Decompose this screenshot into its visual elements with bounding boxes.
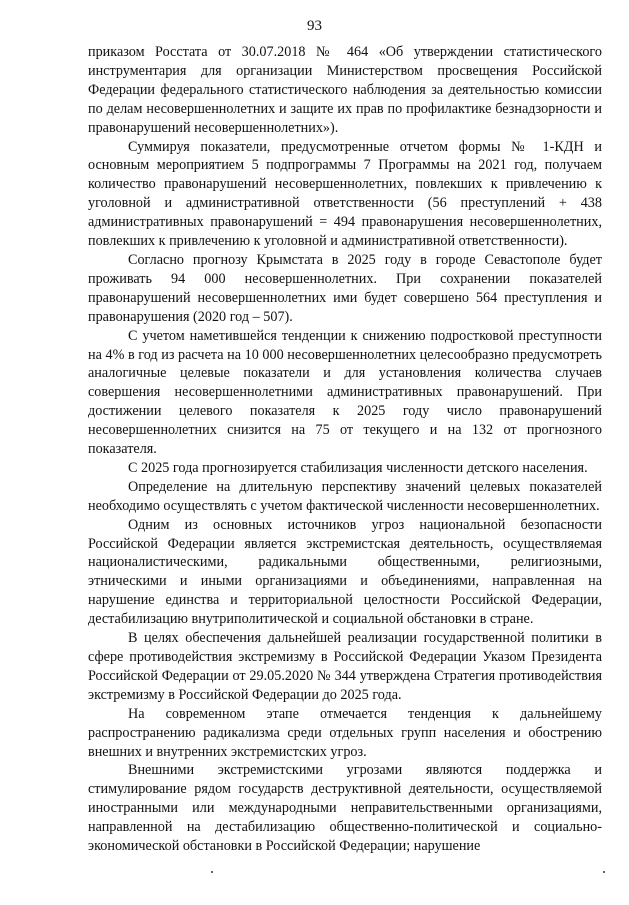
- scan-speck: [603, 871, 605, 873]
- paragraph: Согласно прогнозу Крымстата в 2025 году в городе Севастополе будет проживать 94 000 несовершеннолетних. При сохранении показателей правонарушений несовершеннолетних ими будет совершено 564 преступления и правонарушения (2020 год – 507).: [88, 251, 602, 325]
- paragraph: С учетом наметившейся тенденции к снижению подростковой преступности на 4% в год из расчета на 10 000 несовершеннолетних целесообразно предусмотреть аналогичные целевые показатели и для установления количества случаев совершения несовершеннолетними административных правонарушений. При достижении целевого показателя к 2025 году число правонарушений несовершеннолетних снизится на 75 от текущего и на 132 от прогнозного показателя.: [88, 327, 602, 458]
- paragraph: Суммируя показатели, предусмотренные отчетом формы № 1-КДН и основным мероприятием 5 подпрограммы 7 Программы на 2021 год, получаем количество правонарушений несовершеннолетних, повлекших к привлечению к уголовной и административной ответственности (56 преступлений + 438 административных правонарушений = 494 правонарушения несовершеннолетних, повлекших к привлечению к уголовной и административной ответственности).: [88, 138, 602, 250]
- paragraph: Одним из основных источников угроз национальной безопасности Российской Федерации является экстремистская деятельность, осуществляемая националистическими, радикальными общественными, религиозными, этническими и иными организациями и объединениями, направленная на нарушение единства и территориальной целостности Российской Федерации, дестабилизацию внутриполитической и социальной обстановки в стране.: [88, 516, 602, 628]
- paragraph: Внешними экстремистскими угрозами являются поддержка и стимулирование рядом государств деструктивной деятельности, осуществляемой иностранными или международными неправительственными организациями, направленной на дестабилизацию общественно-политической и социально-экономической обстановки в Российской Федерации; нарушение: [88, 762, 602, 855]
- paragraph: В целях обеспечения дальнейшей реализации государственной политики в сфере противодействия экстремизму в Российской Федерации Указом Президента Российской Федерации от 29.05.2020 № 344 утверждена Стратегия противодействия экстремизму в Российской Федерации до 2025 года.: [88, 630, 602, 703]
- page-number: 93: [307, 18, 322, 34]
- paragraph: На современном этапе отмечается тенденция к дальнейшему распространению радикализма среди отдельных групп населения и обострению внешних и внутренних экстремистских угроз.: [88, 705, 602, 760]
- document-body: [88, 43, 602, 856]
- scan-speck: [211, 871, 213, 873]
- paragraph: приказом Росстата от 30.07.2018 № 464 «Об утверждении статистического инструментария для организации Министерством просвещения Российской Федерации федерального статистического наблюдения за деятельностью комиссии по делам несовершеннолетних и защите их прав по профилактике безнадзорности и правонарушений несовершеннолетних»).: [88, 44, 602, 136]
- paragraph: Определение на длительную перспективу значений целевых показателей необходимо осуществлять с учетом фактической численности несовершеннолетних.: [88, 478, 602, 514]
- paragraph: С 2025 года прогнозируется стабилизация численности детского населения.: [128, 459, 588, 476]
